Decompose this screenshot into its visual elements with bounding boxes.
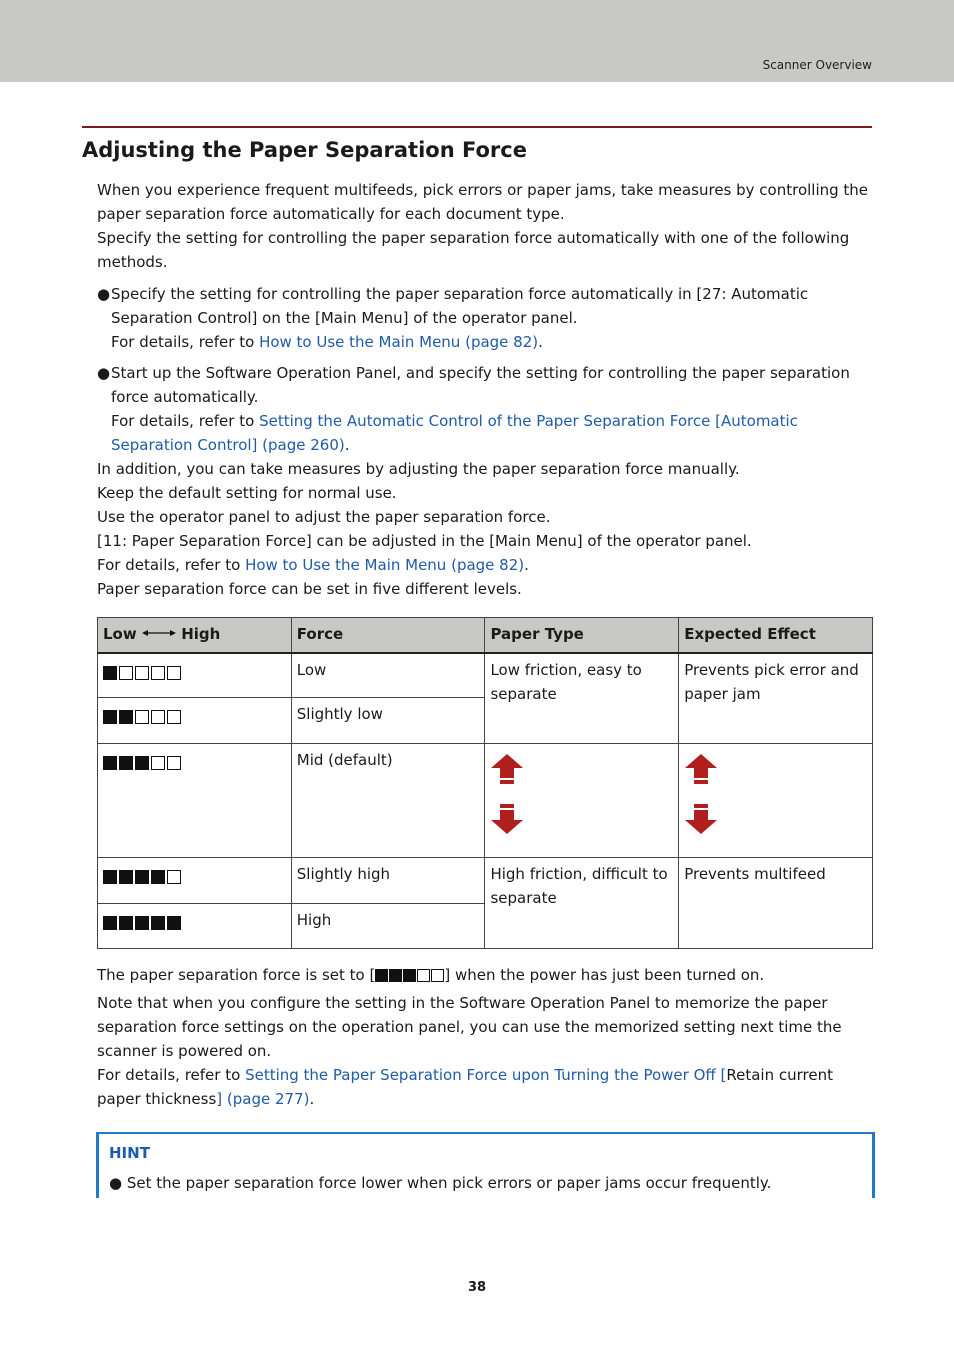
intro-text (97, 178, 872, 274)
method-text: Start up the Software Operation Panel, and specify the setting for controlling the paper separation force automatically. (111, 364, 850, 406)
link-automatic-control[interactable]: Setting the Automatic Control of the Paper Separation Force [Automatic Separation Control] (page 260) (111, 412, 798, 454)
filled-square-icon (135, 756, 149, 770)
manual-line: In addition, you can take measures by adjusting the paper separation force manually. (97, 460, 740, 478)
hint-text: ● Set the paper separation force lower when pick errors or paper jams occur frequently. (109, 1174, 772, 1192)
running-header: Scanner Overview (762, 58, 872, 72)
paper-type-cell: High friction, difficult to separate (485, 858, 679, 949)
empty-square-icon (135, 710, 149, 724)
filled-square-icon (135, 870, 149, 884)
manual-line: Use the operator panel to adjust the paper separation force. (97, 508, 551, 526)
table-row (98, 653, 873, 698)
filled-square-icon (167, 916, 181, 930)
manual-line: Paper separation force can be set in five different levels. (97, 580, 522, 598)
hint-box (96, 1132, 875, 1198)
paper-type-cell: Low friction, easy to separate (485, 653, 679, 744)
filled-square-icon (119, 870, 133, 884)
level-cell (98, 744, 292, 858)
method-item-2 (97, 361, 872, 457)
double-arrow-icon (142, 628, 176, 638)
up-down-arrows-icon (490, 754, 524, 840)
filled-square-icon (119, 710, 133, 724)
link-main-menu[interactable]: How to Use the Main Menu (page 82) (245, 556, 525, 574)
method-item-1 (97, 282, 872, 354)
empty-square-icon (151, 666, 165, 680)
link-power-off-setting[interactable]: Setting the Paper Separation Force upon Turning the Power Off [ (245, 1066, 727, 1084)
intro-paragraph-1: When you experience frequent multifeeds, pick errors or paper jams, take measures by controlling the paper separation force automatically for each document type. (97, 181, 869, 223)
bullet-marker: ● (97, 285, 111, 303)
filled-square-icon (103, 916, 117, 930)
force-cell: Mid (default) (291, 744, 485, 858)
empty-square-icon (431, 969, 444, 982)
table-header-row (98, 618, 873, 653)
link-main-menu[interactable]: How to Use the Main Menu (page 82) (259, 333, 539, 351)
level-indicator (103, 870, 181, 884)
page-title: Adjusting the Paper Separation Force (82, 138, 527, 162)
header-level: Low High (98, 618, 292, 653)
memorize-note (97, 991, 872, 1111)
effect-arrows (679, 744, 873, 858)
empty-square-icon (167, 756, 181, 770)
filled-square-icon (389, 969, 402, 982)
empty-square-icon (167, 870, 181, 884)
note-reference: For details, refer to Setting the Paper Separation Force upon Turning the Power Off [Retain current paper thickness] (page 277). (97, 1066, 833, 1108)
filled-square-icon (119, 756, 133, 770)
force-cell: Slightly low (291, 698, 485, 744)
effect-cell: Prevents pick error and paper jam (679, 653, 873, 744)
filled-square-icon (151, 916, 165, 930)
link-page-277[interactable]: ] (page 277) (216, 1090, 310, 1108)
force-cell: High (291, 904, 485, 949)
filled-square-icon (103, 756, 117, 770)
filled-square-icon (403, 969, 416, 982)
manual-line: Keep the default setting for normal use. (97, 484, 397, 502)
paper-type-arrows (485, 744, 679, 858)
level-indicator (103, 756, 181, 770)
page-number: 38 (467, 1280, 487, 1295)
header-force: Force (291, 618, 485, 653)
bullet-marker: ● (97, 364, 111, 382)
force-cell: Slightly high (291, 858, 485, 904)
level-cell (98, 858, 292, 904)
intro-paragraph-2: Specify the setting for controlling the paper separation force automatically with one of the following methods. (97, 229, 850, 271)
level-cell (98, 653, 292, 698)
table-row (98, 858, 873, 904)
filled-square-icon (375, 969, 388, 982)
title-rule (82, 126, 872, 128)
note-paragraph: Note that when you configure the setting in the Software Operation Panel to memorize the paper separation force settings on the operation panel, you can use the memorized setting next time the scanner is powered on. (97, 994, 842, 1060)
default-line: The paper separation force is set to [ ] when the power has just been turned on. (97, 966, 765, 984)
header-paper-type: Paper Type (485, 618, 679, 653)
empty-square-icon (417, 969, 430, 982)
filled-square-icon (103, 710, 117, 724)
level-cell (98, 904, 292, 949)
default-level-indicator (375, 969, 444, 982)
level-indicator (103, 666, 181, 680)
up-down-arrows-icon (684, 754, 718, 840)
manual-reference: For details, refer to How to Use the Main Menu (page 82). (97, 556, 529, 574)
level-indicator (103, 710, 181, 724)
empty-square-icon (167, 666, 181, 680)
hint-title: HINT (109, 1144, 150, 1162)
effect-cell: Prevents multifeed (679, 858, 873, 949)
filled-square-icon (103, 870, 117, 884)
table-row (98, 744, 873, 858)
filled-square-icon (119, 916, 133, 930)
separation-force-table (97, 617, 873, 949)
method-text: Specify the setting for controlling the paper separation force automatically in [27: Automatic Separation Control] on the [Main Menu] of the operator panel. (111, 285, 809, 327)
empty-square-icon (135, 666, 149, 680)
empty-square-icon (167, 710, 181, 724)
manual-line: [11: Paper Separation Force] can be adjusted in the [Main Menu] of the operator panel. (97, 532, 752, 550)
empty-square-icon (151, 756, 165, 770)
filled-square-icon (151, 870, 165, 884)
method-reference: For details, refer to How to Use the Main Menu (page 82). (111, 333, 543, 351)
empty-square-icon (119, 666, 133, 680)
filled-square-icon (135, 916, 149, 930)
method-list (97, 282, 872, 457)
default-setting-text (97, 963, 872, 987)
filled-square-icon (103, 666, 117, 680)
manual-adjust-text (97, 457, 872, 601)
header-effect: Expected Effect (679, 618, 873, 653)
level-cell (98, 698, 292, 744)
method-reference: For details, refer to Setting the Automatic Control of the Paper Separation Force [Automatic Separation Control] (page 260). (111, 412, 798, 454)
empty-square-icon (151, 710, 165, 724)
level-indicator (103, 916, 181, 930)
force-cell: Low (291, 653, 485, 698)
